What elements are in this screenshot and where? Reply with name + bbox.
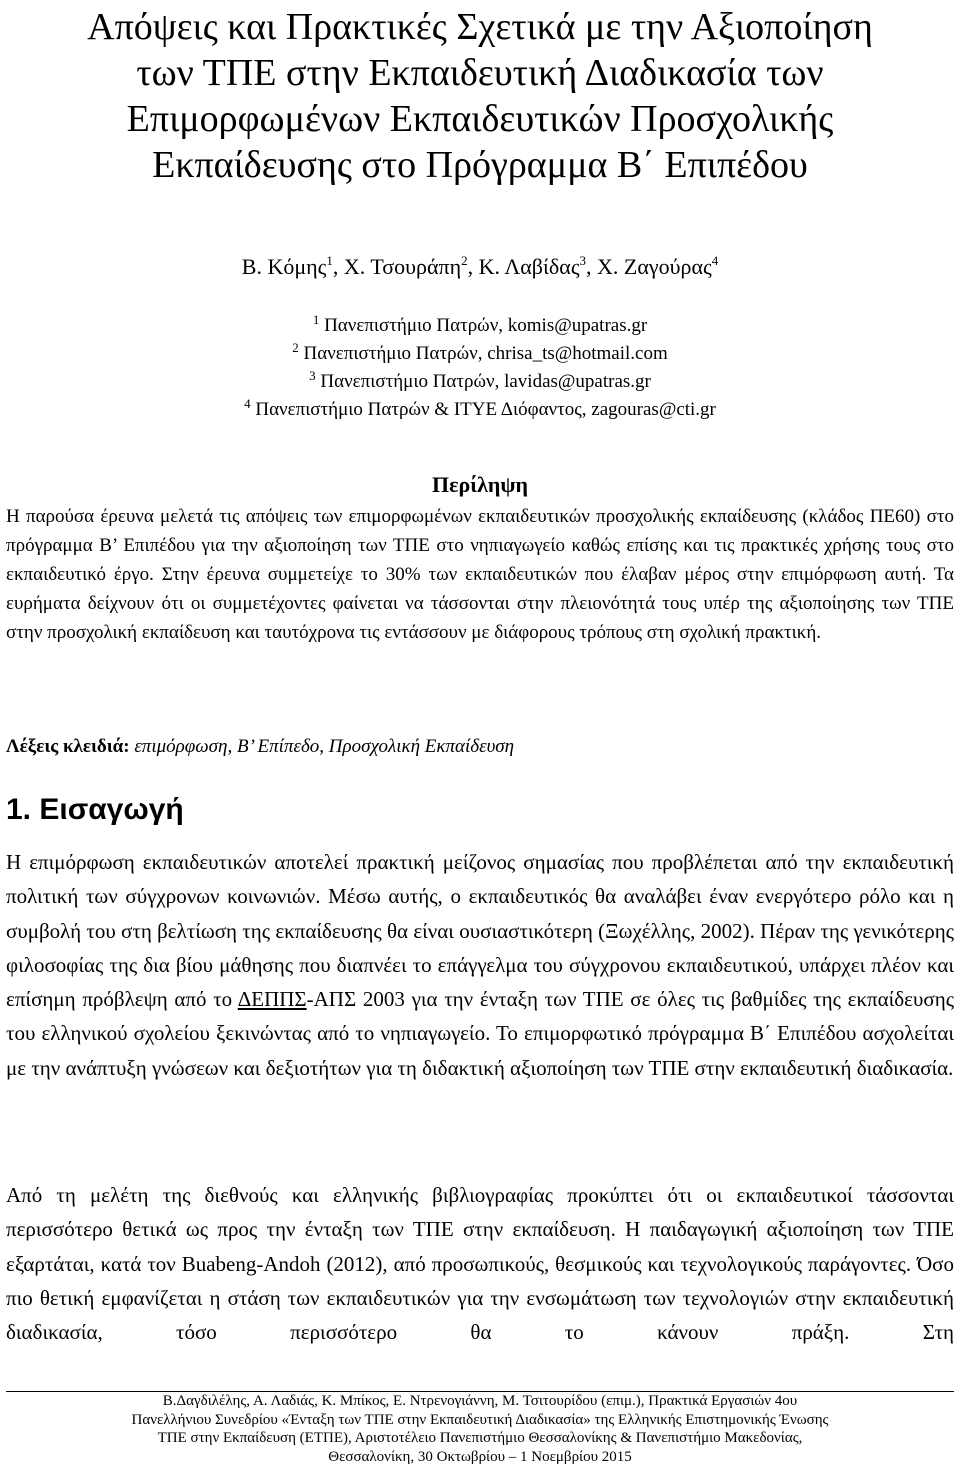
affiliation	[0, 340, 960, 368]
title-line: των ΤΠΕ στην Εκπαιδευτική Διαδικασία των	[0, 50, 960, 96]
affiliation-text: Πανεπιστήμιο Πατρών, chrisa_ts@hotmail.com	[304, 343, 668, 364]
author-name: Β. Κόμης	[242, 254, 327, 279]
affiliation-mark: 2	[292, 340, 299, 355]
affiliation	[0, 396, 960, 424]
author-name: Χ. Ζαγούρας	[597, 254, 712, 279]
footer-line: ΤΠΕ στην Εκπαίδευση (ΕΤΠΕ), Αριστοτέλειο Πανεπιστήμιο Θεσσαλονίκης & Πανεπιστήμιο Μακεδονίας,	[0, 1429, 960, 1448]
author-separator: ,	[468, 254, 479, 279]
title-line: Εκπαίδευσης στο Πρόγραμμα Β΄ Επιπέδου	[0, 142, 960, 188]
footer-line: Θεσσαλονίκη, 30 Οκτωβρίου – 1 Νοεμβρίου 2015	[0, 1448, 960, 1466]
author-name: Κ. Λαβίδας	[479, 254, 580, 279]
affiliation-mark: 3	[309, 368, 316, 383]
proceedings-footer	[0, 1392, 960, 1466]
affiliation-text: Πανεπιστήμιο Πατρών, komis@upatras.gr	[324, 315, 647, 336]
abstract-heading: Περίληψη	[0, 470, 960, 500]
section-heading: 1. Εισαγωγή	[6, 790, 184, 830]
footer-line: Πανελλήνιου Συνεδρίου «Ένταξη των ΤΠΕ στην Εκπαιδευτική Διαδικασία» της Ελληνικής Επιστημονικής Ένωσης	[0, 1411, 960, 1430]
keywords-label: Λέξεις κλειδιά:	[6, 736, 130, 757]
paper-title	[0, 4, 960, 188]
intro-paragraph-1	[6, 845, 954, 1085]
author-affil-mark: 1	[326, 253, 333, 268]
affiliation-list	[0, 312, 960, 424]
author-separator: ,	[586, 254, 597, 279]
title-line: Επιμορφωμένων Εκπαιδευτικών Προσχολικής	[0, 96, 960, 142]
paragraph-text: -ΑΠΣ 2003 για την ένταξη των ΤΠΕ σε όλες τις βαθμίδες της εκπαίδευσης του ελληνικού σχολείου ξεκινώντας από το νηπιαγωγείο. Το επιμορφωτικό πρόγραμμα Β΄ Επιπέδου ασχολείται με την ανάπτυξη γνώσεων και δεξιοτήτων για τη διδακτική αξιοποίηση των ΤΠΕ στην εκπαιδευτική διαδικασία.	[6, 987, 954, 1080]
keywords-text: επιμόρφωση, Β’ Επίπεδο, Προσχολική Εκπαίδευση	[134, 736, 514, 757]
author-separator: ,	[333, 254, 344, 279]
affiliation-text: Πανεπιστήμιο Πατρών & ΙΤΥΕ Διόφαντος, zagouras@cti.gr	[255, 399, 716, 420]
abstract-text: Η παρούσα έρευνα μελετά τις απόψεις των επιμορφωμένων εκπαιδευτικών προσχολικής εκπαίδευσης (κλάδος ΠΕ60) στο πρόγραμμα Β’ Επιπέδου για την αξιοποίηση των ΤΠΕ στο νηπιαγωγείο καθώς επίσης και τις πρακτικές χρήσης τους στο εκπαιδευτικό έργο. Στην έρευνα συμμετείχε το 30% των εκπαιδευτικών που έλαβαν μέρος στην επιμόρφωση αυτή. Τα ευρήματα δείχνουν ότι οι συμμετέχοντες φαίνεται να τάσσονται στην πλειονότητά τους υπέρ της αξιοποίησης των ΤΠΕ στην προσχολική εκπαίδευση και ταυτόχρονα τις εντάσσουν με διάφορους τρόπους στη σχολική πρακτική.	[6, 502, 954, 647]
author-name: Χ. Τσουράπη	[344, 254, 461, 279]
affiliation-mark: 1	[313, 312, 320, 327]
author-affil-mark: 3	[580, 253, 587, 268]
author-affil-mark: 4	[712, 253, 719, 268]
affiliation-mark: 4	[244, 396, 251, 411]
underlined-term: ΔΕΠΠΣ	[238, 987, 307, 1011]
footer-line: Β.Δαγδιλέλης, Α. Λαδιάς, Κ. Μπίκος, Ε. Ντρενογιάννη, Μ. Τσιτουρίδου (επιμ.), Πρακτικά Εργασιών 4ου	[0, 1392, 960, 1411]
affiliation	[0, 368, 960, 396]
author-list	[0, 252, 960, 282]
affiliation-text: Πανεπιστήμιο Πατρών, lavidas@upatras.gr	[320, 371, 650, 392]
keywords	[6, 732, 954, 761]
affiliation	[0, 312, 960, 340]
author-affil-mark: 2	[461, 253, 468, 268]
paragraph-text: Η επιμόρφωση εκπαιδευτικών αποτελεί πρακτική μείζονος σημασίας που προβλέπεται από την εκπαιδευτική πολιτική των σύγχρονων κοινωνιών. Μέσω αυτής, ο εκπαιδευτικός θα αναλάβει έναν ενεργότερο ρόλο και η συμβολή του στη βελτίωση της εκπαίδευσης θα είναι ουσιαστικότερη (Ξωχέλλης, 2002). Πέραν της γενικότερης φιλοσοφίας της δια βίου μάθησης που διαπνέει το επάγγελμα του σύγχρονου εκπαιδευτικού, υπάρχει πλέον και επίσημη πρόβλεψη από το	[6, 850, 954, 1011]
title-line: Απόψεις και Πρακτικές Σχετικά με την Αξιοποίηση	[0, 4, 960, 50]
intro-paragraph-2: Από τη μελέτη της διεθνούς και ελληνικής βιβλιογραφίας προκύπτει ότι οι εκπαιδευτικοί τάσσονται περισσότερο θετικά ως προς την ένταξη των ΤΠΕ στην εκπαίδευση. Η παιδαγωγική αξιοποίηση των ΤΠΕ εξαρτάται, κατά τον Buabeng-Andoh (2012), από προσωπικούς, θεσμικούς και τεχνολογικούς παράγοντες. Όσο πιο θετική εμφανίζεται η στάση των εκπαιδευτικών για την ενσωμάτωση των τεχνολογιών στην εκπαιδευτική διαδικασία, τόσο περισσότερο θα το κάνουν πράξη. Στη	[6, 1178, 954, 1349]
